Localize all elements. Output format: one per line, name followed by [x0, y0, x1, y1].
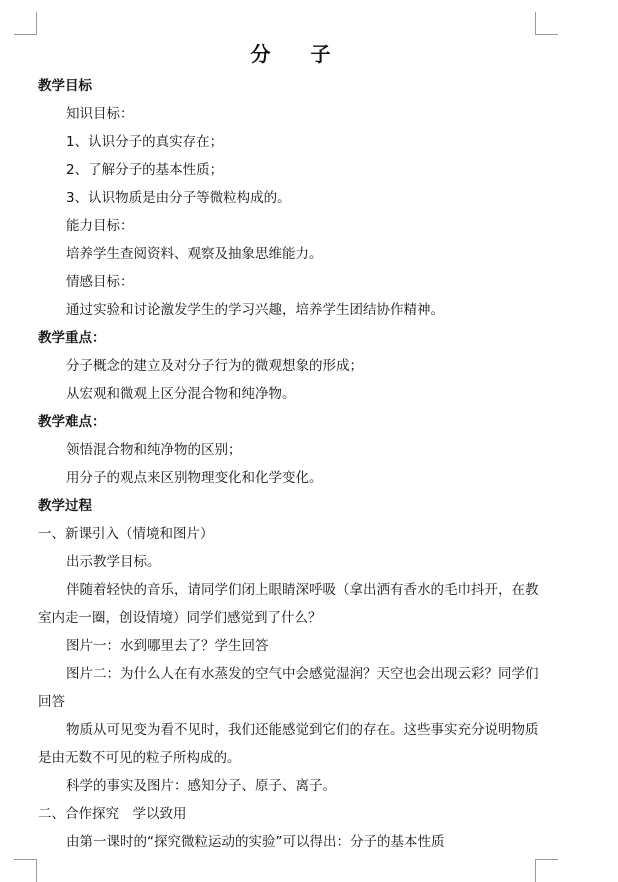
emotion-text: 通过实验和讨论激发学生的学习兴趣，培养学生团结协作精神。 — [66, 302, 444, 318]
knowledge-item: 1、认识分子的真实存在； — [66, 134, 224, 150]
ability-text: 培养学生查阅资料、观察及抽象思维能力。 — [66, 246, 323, 262]
paragraph: 物质从可见变为看不见时，我们还能感觉到它们的存在。这些事实充分说明物质是由无数不可见的粒子所构成的。 — [38, 722, 539, 766]
part1-heading: 一、新课引入（情境和图片） — [38, 526, 214, 542]
corner-mark-bottom-left — [14, 859, 37, 882]
objectives-heading: 教学目标 — [38, 78, 92, 94]
paragraph: 由第一课时的“探究微粒运动的实验”可以得出：分子的基本性质 — [66, 834, 445, 850]
paragraph: 科学的事实及图片：感知分子、原子、离子。 — [66, 778, 336, 794]
difficulty-item: 用分子的观点来区别物理变化和化学变化。 — [66, 470, 323, 486]
part2-heading: 二、合作探究 学以致用 — [38, 806, 187, 822]
knowledge-item: 2、了解分子的基本性质； — [66, 162, 224, 178]
difficulty-heading: 教学难点： — [38, 414, 106, 430]
title-char-2: 子 — [310, 42, 331, 66]
difficulty-item: 领悟混合物和纯净物的区别； — [66, 442, 242, 458]
ability-label: 能力目标： — [66, 218, 134, 234]
paragraph: 图片二：为什么人在有水蒸发的空气中会感觉湿润？天空也会出现云彩？同学们回答 — [38, 666, 539, 710]
key-point-item: 分子概念的建立及对分子行为的微观想象的形成； — [66, 358, 363, 374]
corner-mark-top-right — [535, 12, 558, 35]
document-title — [38, 38, 543, 70]
knowledge-label: 知识目标： — [66, 106, 134, 122]
paragraph: 伴随着轻快的音乐，请同学们闭上眼睛深呼吸（拿出洒有香水的毛巾抖开，在教室内走一圈，创设情境）同学们感觉到了什么？ — [38, 582, 539, 626]
corner-mark-top-left — [14, 12, 37, 35]
process-heading: 教学过程 — [38, 498, 92, 514]
paragraph: 图片一：水到哪里去了？学生回答 — [66, 638, 269, 654]
title-char-1: 分 — [250, 42, 271, 66]
key-point-item: 从宏观和微观上区分混合物和纯净物。 — [66, 386, 296, 402]
key-points-heading: 教学重点： — [38, 330, 106, 346]
document-page — [38, 38, 543, 856]
knowledge-item: 3、认识物质是由分子等微粒构成的。 — [66, 190, 291, 206]
emotion-label: 情感目标： — [66, 274, 134, 290]
corner-mark-bottom-right — [535, 859, 558, 882]
paragraph: 出示教学目标。 — [66, 554, 161, 570]
